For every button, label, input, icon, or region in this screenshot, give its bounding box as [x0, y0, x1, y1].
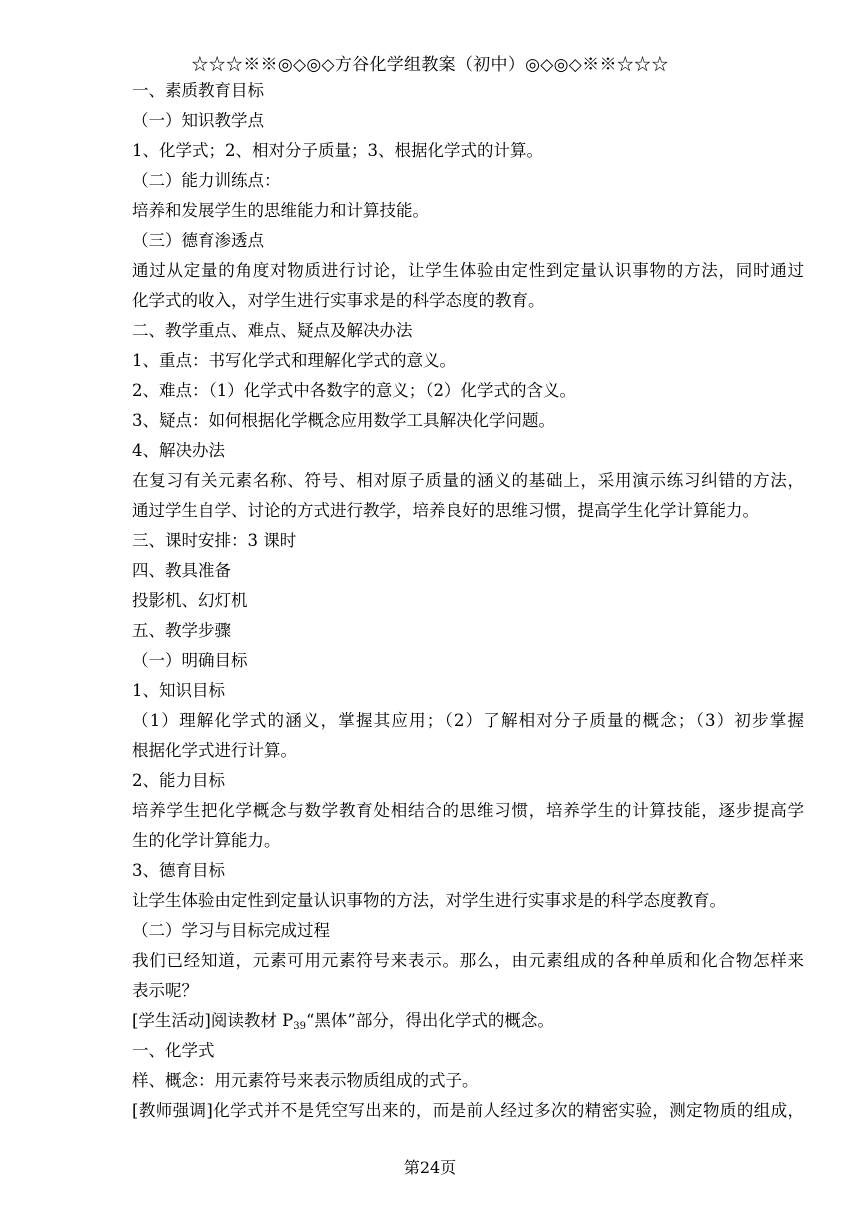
text-line: 投影机、幻灯机	[132, 591, 248, 610]
text-line: 二、教学重点、难点、疑点及解决办法	[132, 321, 413, 340]
page-number: 第24页	[403, 1158, 457, 1177]
text-line: 1、化学式；2、相对分子质量；3、根据化学式的计算。	[132, 141, 543, 160]
text-line: [教师强调]化学式并不是凭空写出来的，而是前人经过多次的精密实验，测定物质的组成，	[132, 1101, 804, 1120]
page-header: ☆☆☆※※◎◇◎◇方谷化学组教案（初中）◎◇◎◇※※☆☆☆	[191, 55, 669, 75]
text-line: 4、解决办法	[132, 441, 225, 460]
text-line: 1、知识目标	[132, 681, 225, 700]
text-line: （1）理解化学式的涵义，掌握其应用；（2）了解相对分子质量的概念；（3）初步掌握	[132, 711, 804, 730]
text-line: 一、化学式	[132, 1041, 215, 1060]
text-line: （三）德育渗透点	[132, 231, 264, 250]
document-body	[132, 76, 804, 1126]
text-line: 3、疑点：如何根据化学概念应用数学工具解决化学问题。	[132, 411, 555, 430]
text-line: 我们已经知道，元素可用元素符号来表示。那么，由元素组成的各种单质和化合物怎样来	[132, 951, 804, 970]
subscript: 39	[293, 1021, 306, 1032]
text-line: 2、能力目标	[132, 771, 225, 790]
text-line: 3、德育目标	[132, 861, 225, 880]
text-line: 通过从定量的角度对物质进行讨论，让学生体验由定性到定量认识事物的方法，同时通过	[132, 261, 804, 280]
text-line: 培养和发展学生的思维能力和计算技能。	[132, 201, 429, 220]
text-line: 通过学生自学、讨论的方式进行教学，培养良好的思维习惯，提高学生化学计算能力。	[132, 501, 759, 520]
text-line: 三、课时安排：3 课时	[132, 531, 297, 550]
text-line: 根据化学式进行计算。	[132, 741, 297, 760]
text-line: 让学生体验由定性到定量认识事物的方法，对学生进行实事求是的科学态度教育。	[132, 891, 726, 910]
text-line: 2、难点：（1）化学式中各数字的意义；（2）化学式的含义。	[132, 381, 576, 400]
text-line: 四、教具准备	[132, 561, 231, 580]
text-line: 样、概念：用元素符号来表示物质组成的式子。	[132, 1071, 479, 1090]
text-line: 五、教学步骤	[132, 621, 231, 640]
text-line: （一）明确目标	[132, 651, 248, 670]
text-line: 在复习有关元素名称、符号、相对原子质量的涵义的基础上，采用演示练习纠错的方法，	[132, 471, 804, 490]
text-line: 表示呢？	[132, 981, 198, 1000]
text-line: （一）知识教学点	[132, 111, 264, 130]
text-line: （二）能力训练点：	[132, 171, 281, 190]
text-line: 1、重点：书写化学式和理解化学式的意义。	[132, 351, 456, 370]
text-line: （二）学习与目标完成过程	[132, 921, 330, 940]
text-line: 生的化学计算能力。	[132, 831, 281, 850]
text-line: 培养学生把化学概念与数学教育处相结合的思维习惯，培养学生的计算技能，逐步提高学	[132, 801, 804, 820]
text-line: 一、素质教育目标	[132, 81, 264, 100]
text-line: [学生活动]阅读教材 $P_{39}“$黑体”部分，得出化学式的概念。	[132, 1011, 554, 1032]
text-line: 化学式的收入，对学生进行实事求是的科学态度的教育。	[132, 291, 545, 310]
